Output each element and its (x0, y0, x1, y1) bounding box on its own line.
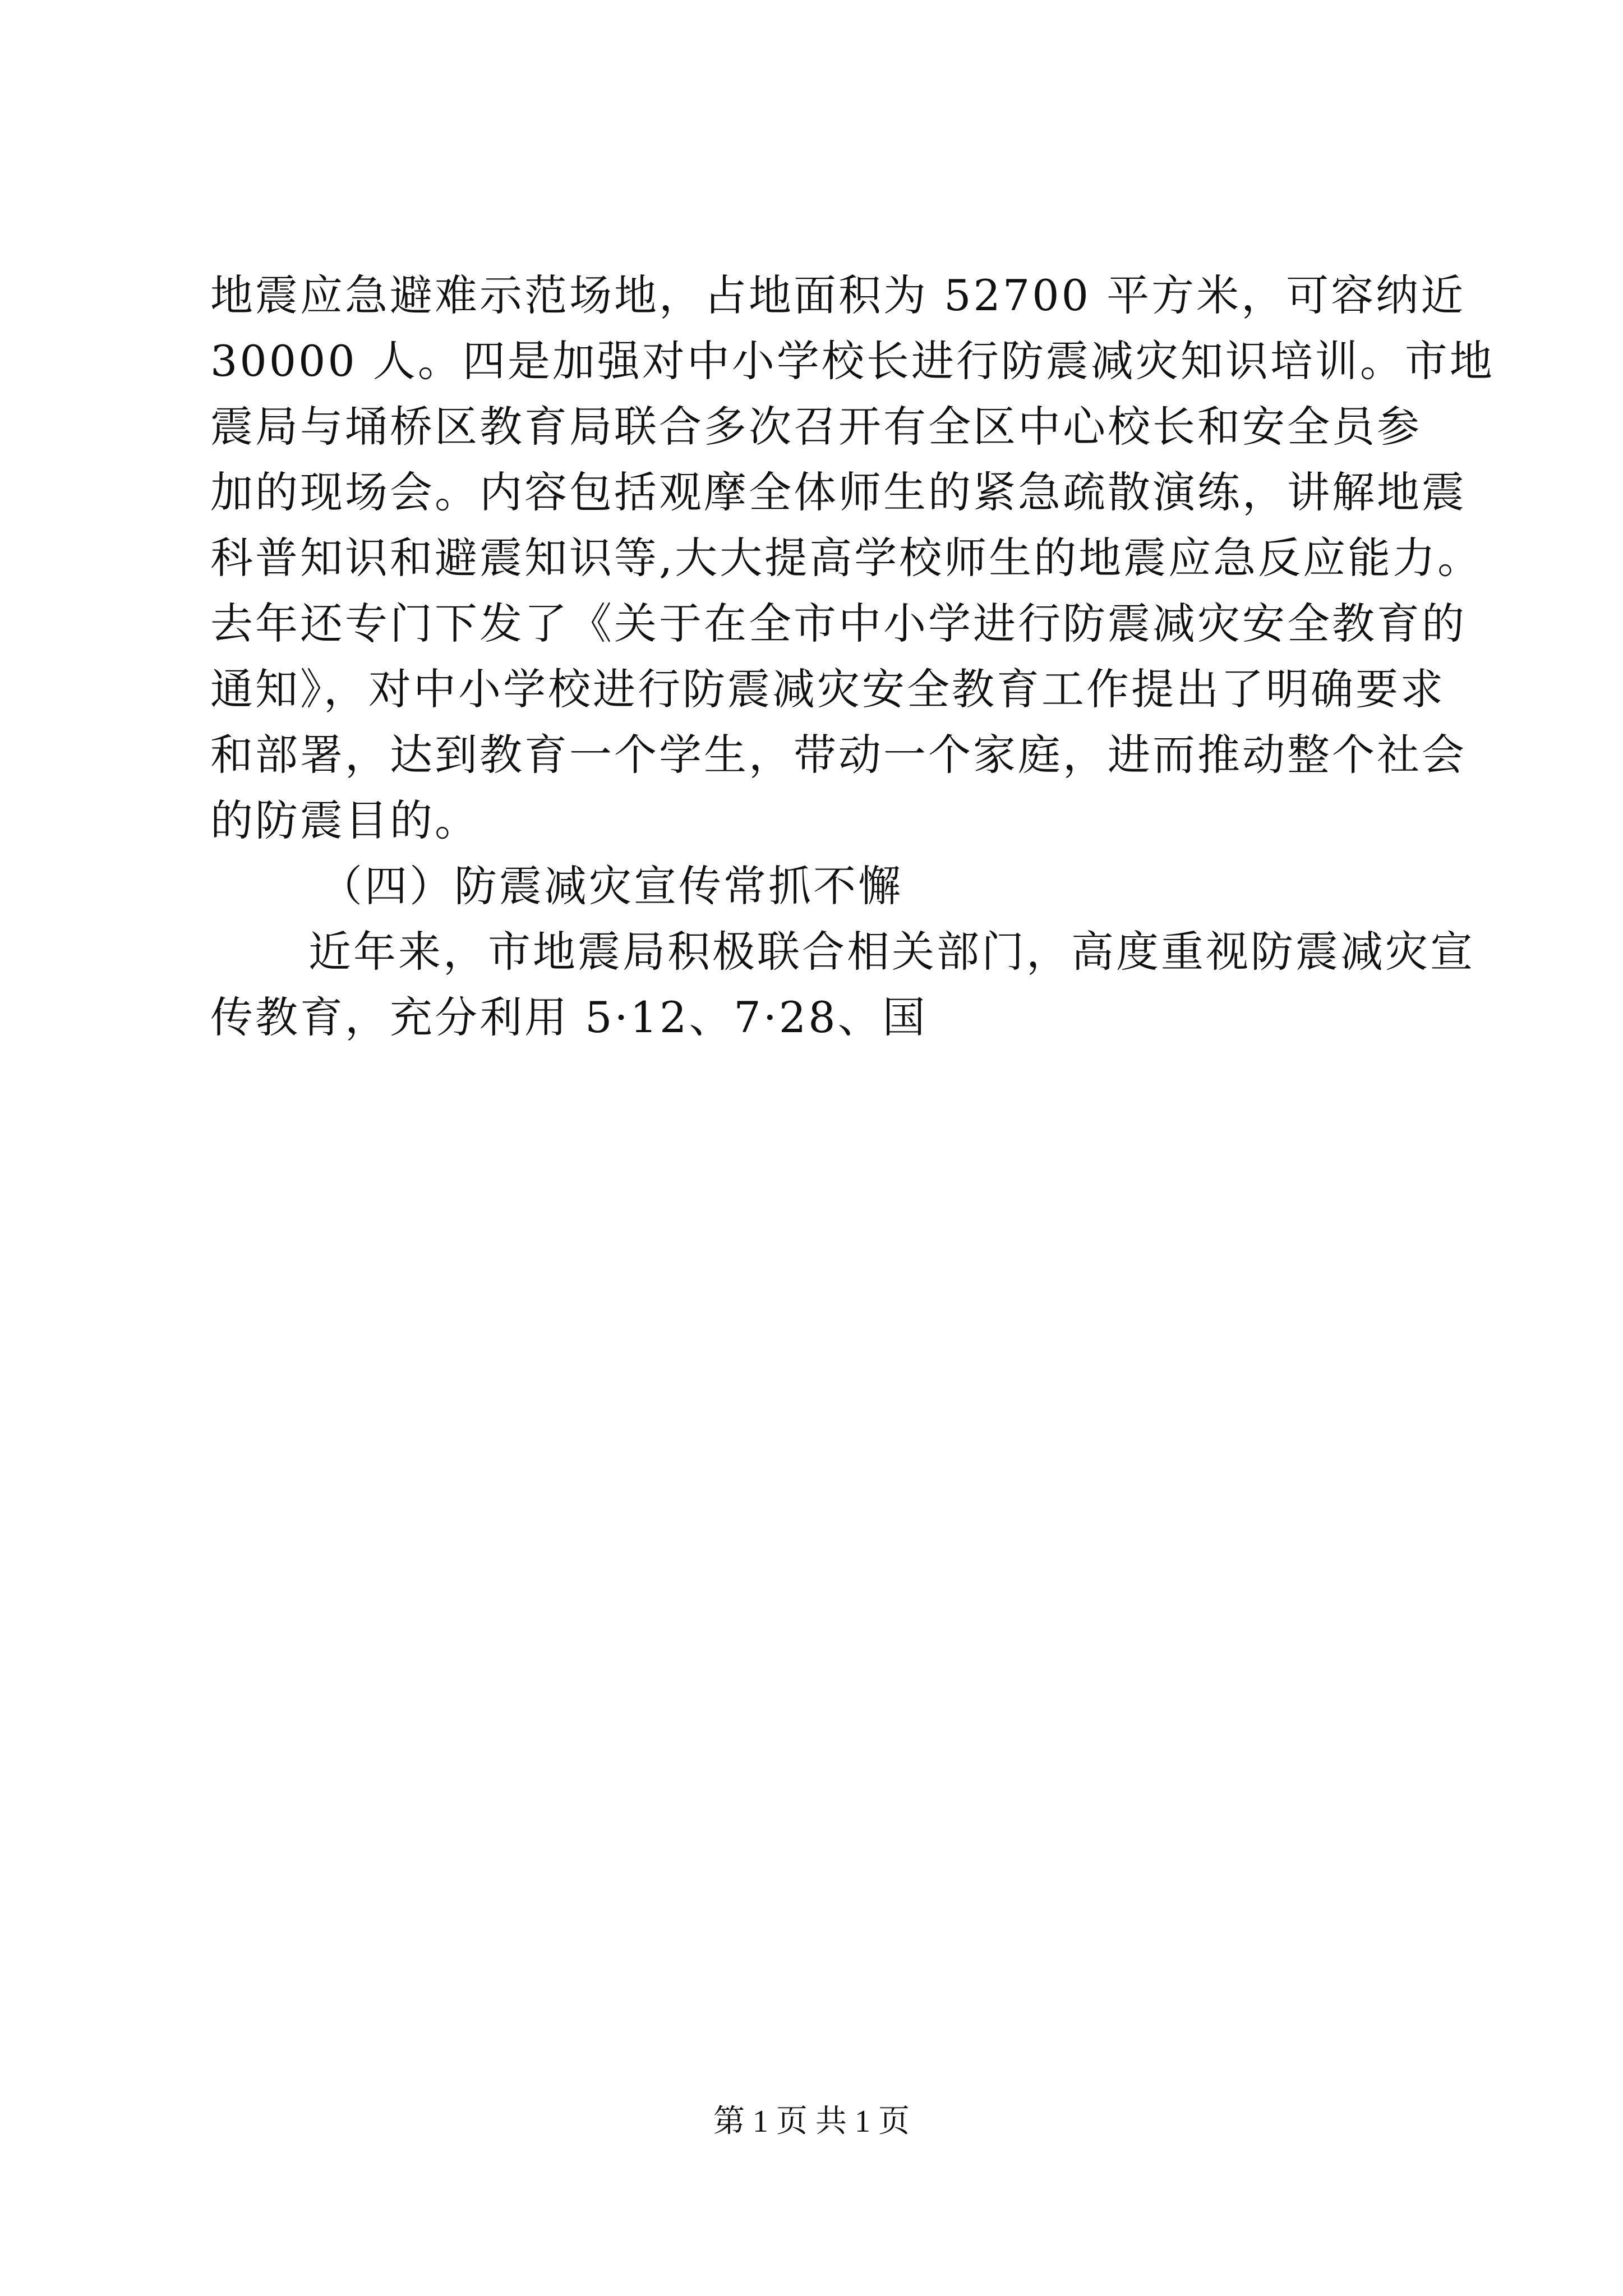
section-heading: （四）防震减灾宣传常抓不懈 (320, 861, 903, 911)
text-line: 30000 人。四是加强对中小学校长进行防震减灾知识培训。市地 (210, 336, 1495, 386)
text-line: 地震应急避难示范场地，占地面积为 52700 平方米，可容纳近 (210, 270, 1466, 320)
text-line: 近年来，市地震局积极联合相关部门，高度重视防震减灾宣 (308, 927, 1475, 977)
text-line: 加的现场会。内容包括观摩全体师生的紧急疏散演练，讲解地震 (210, 467, 1467, 517)
document-body (210, 263, 1495, 1050)
text-line: 传教育，充分利用 5·12、7·28、国 (210, 992, 928, 1042)
text-line: 科普知识和避震知识等,大大提高学校师生的地震应急反应能力。 (210, 533, 1483, 583)
text-line: 的防震目的。 (210, 795, 479, 845)
text-line: 去年还专门下发了《关于在全市中小学进行防震减灾安全教育的 (210, 599, 1467, 648)
text-line: 震局与埇桥区教育局联合多次召开有全区中心校长和安全员参 (210, 402, 1422, 452)
page-footer: 第 1 页 共 1 页 (713, 2104, 910, 2139)
text-line: 和部署，达到教育一个学生，带动一个家庭，进而推动整个社会 (210, 730, 1467, 780)
text-line: 通知》，对中小学校进行防震减灾安全教育工作提出了明确要求 (210, 664, 1445, 714)
paragraph-1 (210, 263, 1495, 853)
paragraph-2 (210, 919, 1475, 1050)
